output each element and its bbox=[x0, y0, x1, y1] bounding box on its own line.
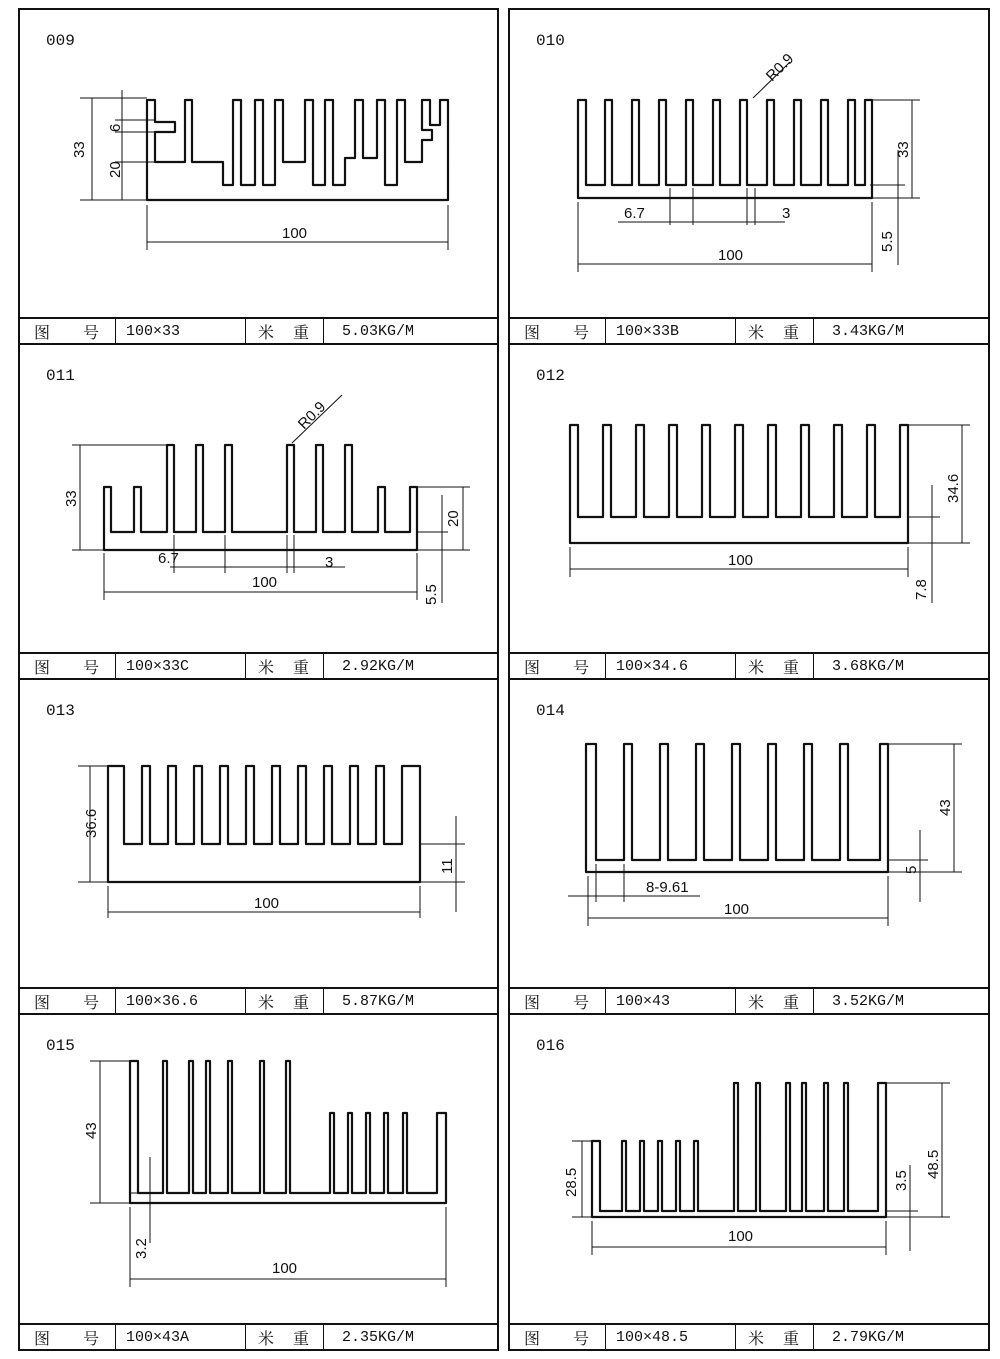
dim-radius: R0.9 bbox=[294, 398, 330, 433]
title-block bbox=[510, 317, 988, 343]
title-block bbox=[20, 1323, 497, 1349]
heatsink-profile-drawing bbox=[20, 345, 499, 655]
panel-009 bbox=[18, 8, 499, 345]
model-value: 100×33C bbox=[116, 654, 246, 678]
dim-pitch: 8-9.61 bbox=[646, 879, 689, 896]
dim-height: 33 bbox=[895, 141, 912, 158]
weight-value: 3.52KG/M bbox=[832, 992, 905, 1010]
dim-slot: 20 bbox=[107, 161, 124, 178]
weight-value: 3.43KG/M bbox=[832, 322, 905, 340]
title-block bbox=[20, 652, 497, 678]
weight-value: 5.03KG/M bbox=[342, 322, 415, 340]
panel-id: 009 bbox=[46, 32, 75, 50]
dim-height: 33 bbox=[71, 141, 88, 158]
model-value: 100×36.6 bbox=[116, 989, 246, 1013]
title-block bbox=[510, 652, 988, 678]
dim-width: 100 bbox=[282, 225, 308, 242]
panel-015 bbox=[18, 1013, 499, 1351]
dim-base: 3.5 bbox=[893, 1170, 910, 1191]
dim-gap: 3 bbox=[782, 205, 791, 222]
model-value: 100×33 bbox=[116, 319, 246, 343]
title-block bbox=[510, 987, 988, 1013]
dim-pitch: 6.7 bbox=[158, 550, 179, 567]
profile-outline bbox=[570, 425, 908, 543]
dim-height: 36.6 bbox=[83, 808, 100, 838]
panel-id: 013 bbox=[46, 702, 75, 720]
heatsink-profile-drawing bbox=[20, 680, 499, 990]
dim-gap: 3 bbox=[325, 554, 334, 571]
title-block bbox=[510, 1323, 988, 1349]
dim-height: 33 bbox=[63, 490, 80, 507]
dim-radius: R0.9 bbox=[762, 50, 798, 85]
model-value: 100×48.5 bbox=[606, 1325, 736, 1349]
heatsink-profile-drawing bbox=[20, 10, 499, 320]
drawing-no-label: 图 号 bbox=[20, 989, 116, 1013]
panel-016 bbox=[508, 1013, 990, 1351]
dim-width: 100 bbox=[272, 1260, 298, 1277]
panel-012 bbox=[508, 343, 990, 680]
weight-label: 米 重 bbox=[246, 654, 324, 678]
model-value: 100×33B bbox=[606, 319, 736, 343]
weight-label: 米 重 bbox=[246, 989, 324, 1013]
weight-label: 米 重 bbox=[736, 654, 814, 678]
dim-width: 100 bbox=[718, 247, 744, 264]
panel-id: 015 bbox=[46, 1037, 75, 1055]
drawing-no-label: 图 号 bbox=[20, 1325, 116, 1349]
panel-id: 011 bbox=[46, 367, 75, 385]
weight-label: 米 重 bbox=[736, 989, 814, 1013]
profile-outline bbox=[104, 445, 417, 550]
weight-value: 3.68KG/M bbox=[832, 657, 905, 675]
weight-label: 米 重 bbox=[246, 1325, 324, 1349]
dim-height: 43 bbox=[937, 799, 954, 816]
profile-outline bbox=[147, 100, 448, 200]
heatsink-profile-drawing bbox=[510, 10, 990, 320]
dim-base: 11 bbox=[439, 858, 456, 874]
dim-width: 100 bbox=[252, 574, 278, 591]
dim-width: 100 bbox=[728, 552, 754, 569]
heatsink-profile-drawing bbox=[510, 345, 990, 655]
weight-value: 5.87KG/M bbox=[342, 992, 415, 1010]
dim-width: 100 bbox=[254, 895, 280, 912]
weight-label: 米 重 bbox=[736, 319, 814, 343]
drawing-no-label: 图 号 bbox=[510, 319, 606, 343]
heatsink-profile-drawing bbox=[20, 1015, 499, 1325]
dim-base: 7.8 bbox=[913, 579, 930, 600]
dim-width: 100 bbox=[724, 901, 750, 918]
drawing-no-label: 图 号 bbox=[20, 654, 116, 678]
dim-base: 5.5 bbox=[423, 584, 440, 605]
dim-height: 48.5 bbox=[925, 1149, 942, 1179]
panel-011 bbox=[18, 343, 499, 680]
dim-pitch: 6.7 bbox=[624, 205, 645, 222]
weight-value: 2.92KG/M bbox=[342, 657, 415, 675]
profile-outline bbox=[592, 1083, 886, 1217]
model-value: 100×43 bbox=[606, 989, 736, 1013]
panel-id: 016 bbox=[536, 1037, 565, 1055]
dim-height: 43 bbox=[83, 1122, 100, 1139]
heatsink-profile-drawing bbox=[510, 680, 990, 990]
dim-base: 5.5 bbox=[879, 231, 896, 252]
profile-outline bbox=[130, 1061, 446, 1203]
panel-id: 014 bbox=[536, 702, 565, 720]
weight-value: 2.79KG/M bbox=[832, 1328, 905, 1346]
profile-outline bbox=[586, 744, 888, 872]
dim-base: 5 bbox=[903, 865, 920, 874]
dim-short: 20 bbox=[445, 510, 462, 527]
heatsink-profile-drawing bbox=[510, 1015, 990, 1325]
panel-010 bbox=[508, 8, 990, 345]
drawing-no-label: 图 号 bbox=[510, 654, 606, 678]
model-value: 100×34.6 bbox=[606, 654, 736, 678]
drawing-no-label: 图 号 bbox=[510, 989, 606, 1013]
weight-label: 米 重 bbox=[736, 1325, 814, 1349]
panel-id: 010 bbox=[536, 32, 565, 50]
weight-label: 米 重 bbox=[246, 319, 324, 343]
title-block bbox=[20, 987, 497, 1013]
profile-outline bbox=[578, 100, 872, 198]
model-value: 100×43A bbox=[116, 1325, 246, 1349]
dim-base: 3.2 bbox=[133, 1238, 150, 1259]
dim-width: 100 bbox=[728, 1228, 754, 1245]
title-block bbox=[20, 317, 497, 343]
dim-low: 28.5 bbox=[563, 1167, 580, 1197]
profile-outline bbox=[108, 766, 420, 882]
dim-notch: 6 bbox=[107, 123, 124, 132]
panel-014 bbox=[508, 678, 990, 1015]
weight-value: 2.35KG/M bbox=[342, 1328, 415, 1346]
drawing-no-label: 图 号 bbox=[510, 1325, 606, 1349]
dim-height: 34.6 bbox=[945, 473, 962, 503]
drawing-no-label: 图 号 bbox=[20, 319, 116, 343]
panel-id: 012 bbox=[536, 367, 565, 385]
panel-013 bbox=[18, 678, 499, 1015]
